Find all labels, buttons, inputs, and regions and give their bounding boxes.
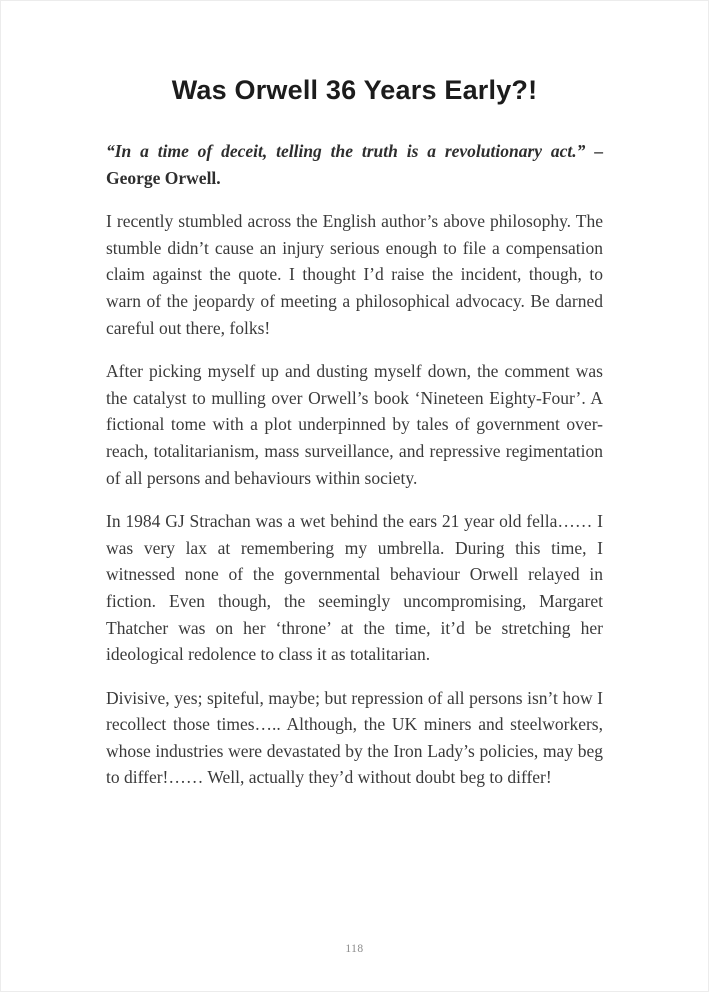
quote-attribution: – George Orwell.	[106, 141, 604, 188]
paragraph-1: I recently stumbled across the English author’s above philosophy. The stumble didn’t cause an injury serious enough to file a compensation claim against the quote. I thought I’d raise the incident, though, to warn of the jeopardy of meeting a philosophical advocacy. Be darned careful out there, folks!	[106, 211, 603, 338]
page-title: Was Orwell 36 Years Early?!	[171, 75, 538, 105]
quote-block	[106, 138, 603, 191]
page-number: 118	[345, 943, 364, 955]
paragraph-2: After picking myself up and dusting myself down, the comment was the catalyst to mulling over Orwell’s book ‘Nineteen Eighty-Four’. A fictional tome with a plot underpinned by tales of government over-reach, totalitarianism, mass surveillance, and repressive regimentation of all persons and behaviours within society.	[106, 361, 603, 488]
quote-text: “In a time of deceit, telling the truth is a revolutionary act.”	[106, 141, 586, 161]
paragraph-4: Divisive, yes; spiteful, maybe; but repression of all persons isn’t how I recollect those times….. Although, the UK miners and steelworkers, whose industries were devastated by the Iron Lady’s policies, may beg to differ!…… Well, actually they’d without doubt beg to differ!	[106, 687, 603, 788]
paragraph-3: In 1984 GJ Strachan was a wet behind the ears 21 year old fella…… I was very lax at remembering my umbrella. During this time, I witnessed none of the governmental behaviour Orwell relayed in fiction. Even though, the seemingly uncompromising, Margaret Thatcher was on her ‘throne’ at the time, it’d be stretching her ideological redolence to class it as totalitarian.	[106, 511, 603, 665]
body-text	[106, 208, 603, 791]
